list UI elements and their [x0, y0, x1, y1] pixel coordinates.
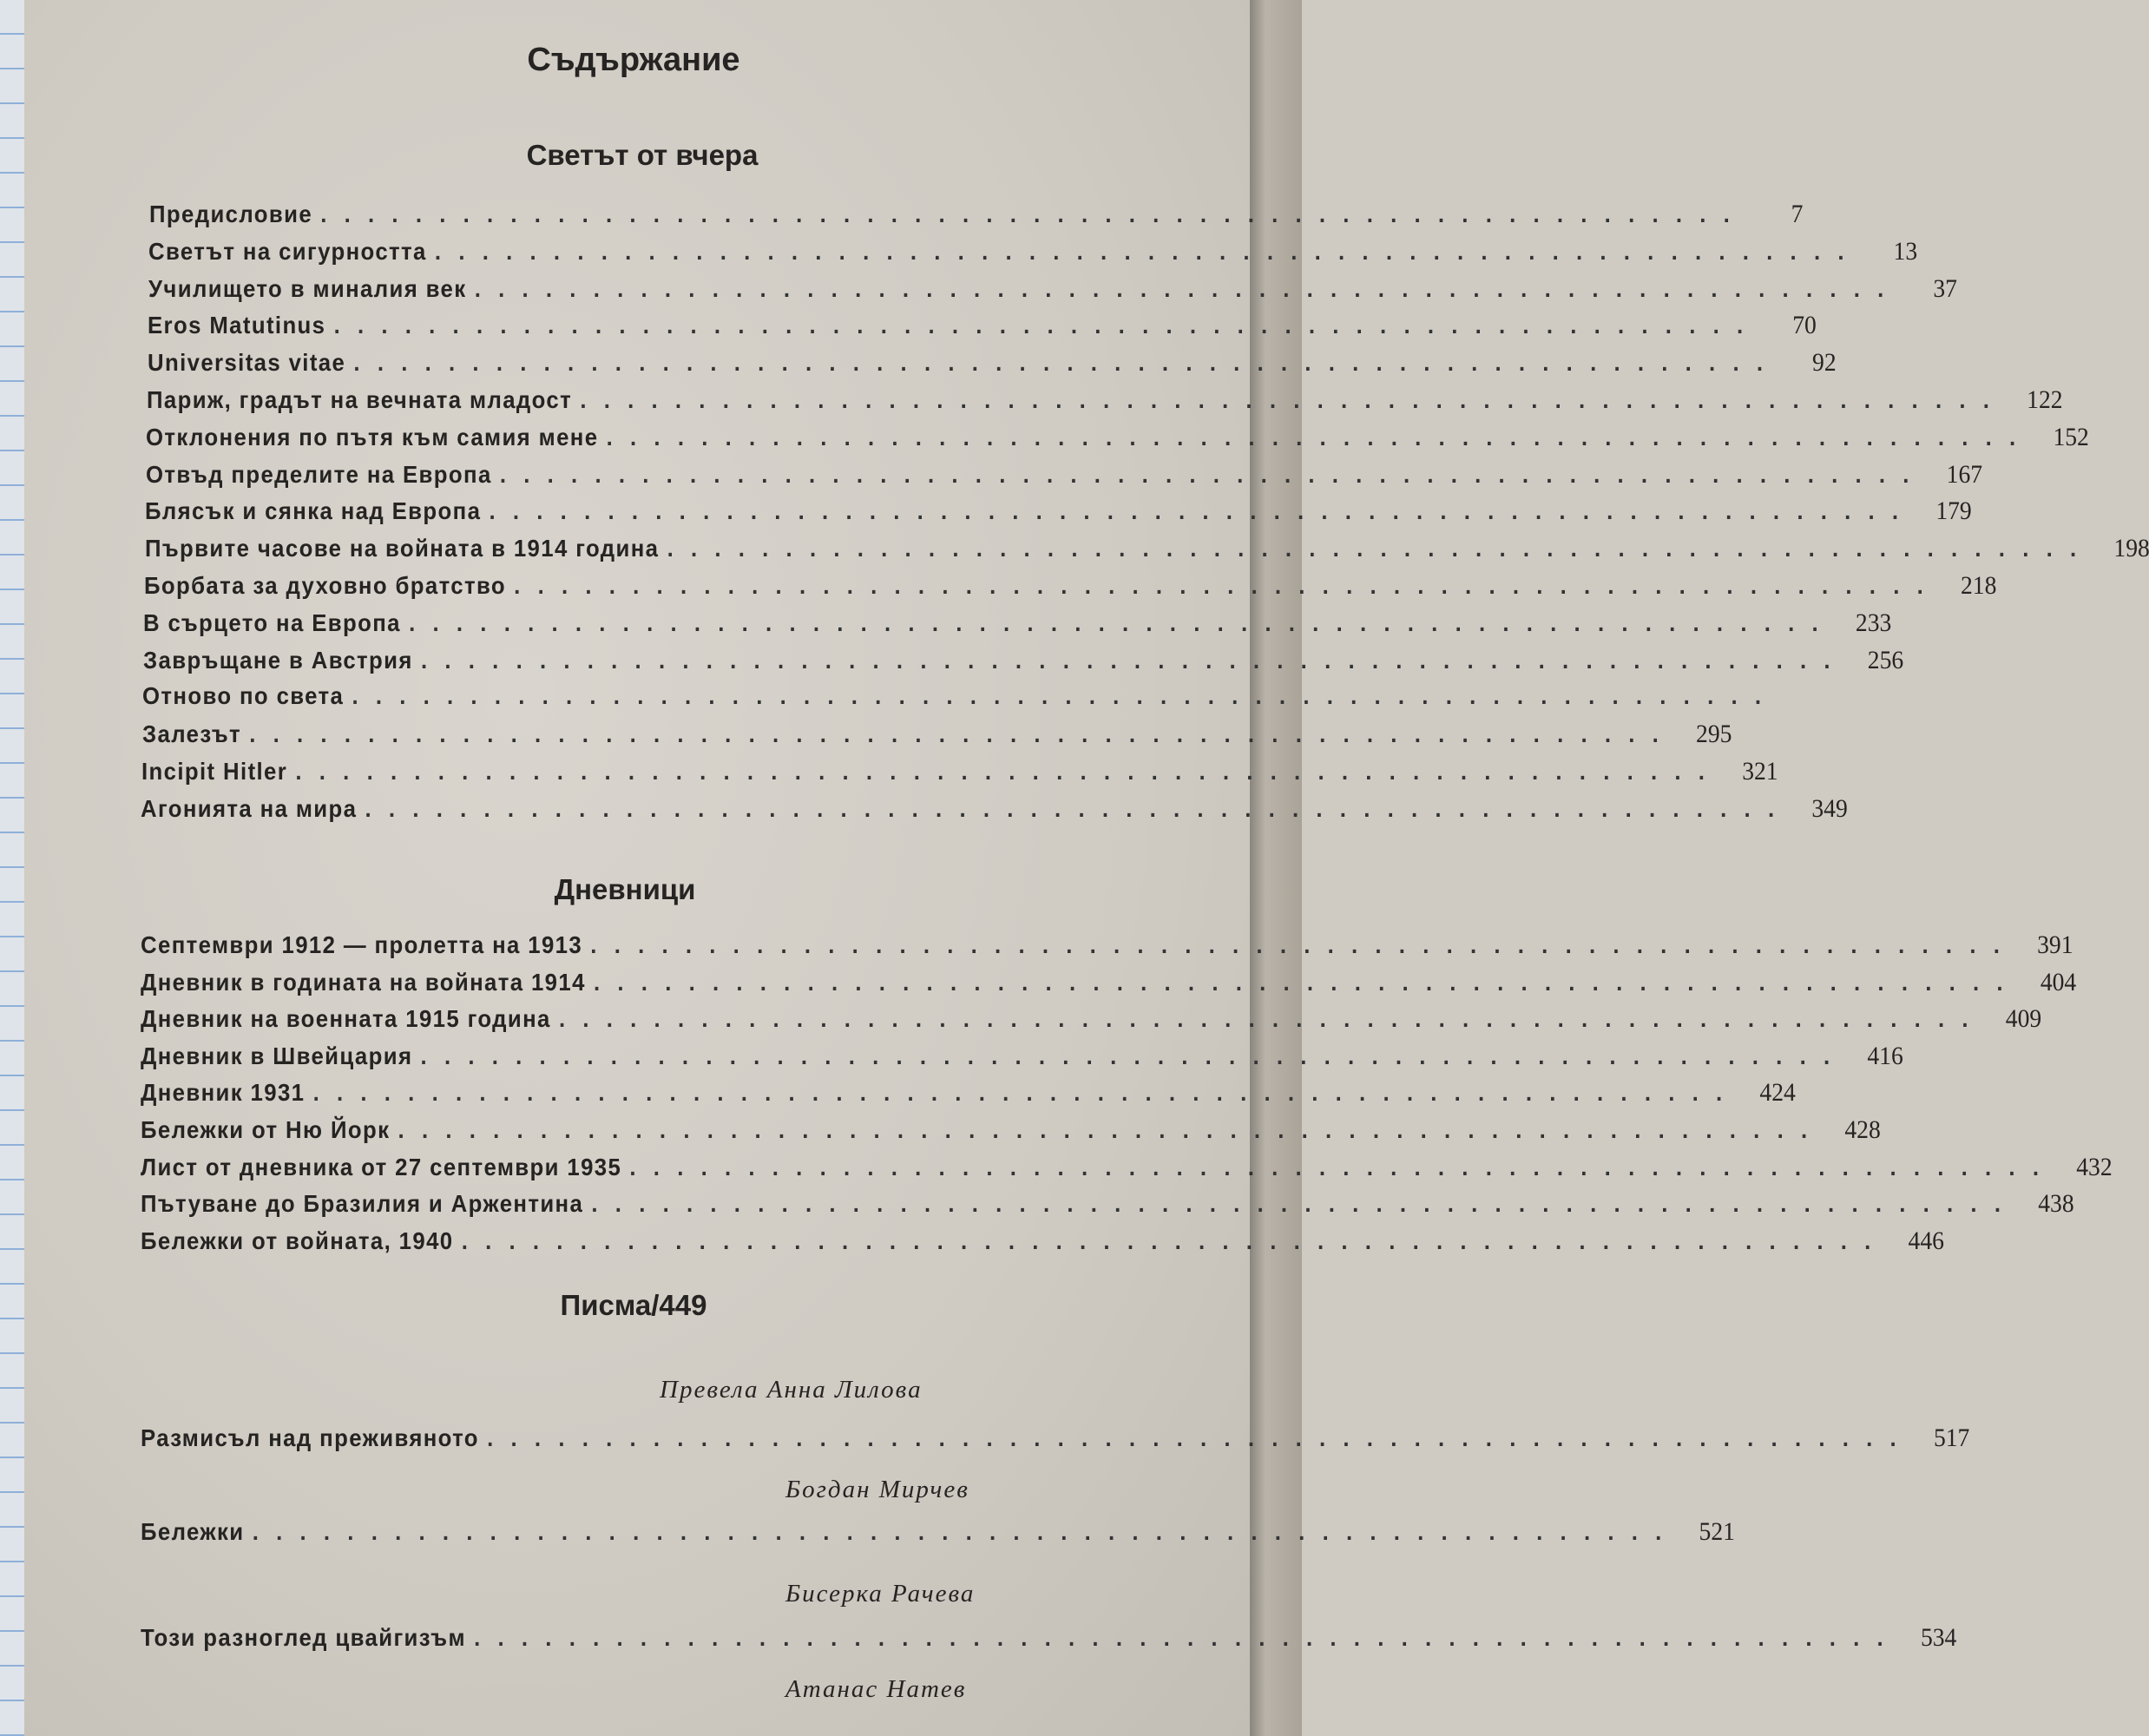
toc-entry: [148, 273, 1957, 309]
entry-title: В сърцето на Европа: [143, 608, 402, 636]
page-number: 233: [1856, 608, 1892, 637]
dot-leader: ............................................................: [607, 423, 2034, 450]
toc-entry: [145, 459, 1982, 495]
toc-entry: [141, 1226, 1944, 1261]
toc-entry: [141, 1152, 2113, 1187]
toc-entry: [141, 1517, 1735, 1552]
dot-leader: ............................................................: [590, 931, 2018, 958]
page-number: 534: [1920, 1623, 1957, 1652]
dot-leader: ............................................................: [312, 1079, 1740, 1107]
toc-entry: [149, 200, 1804, 234]
dot-leader: ............................................................: [593, 968, 2021, 996]
section-heading: Светът от вчера: [526, 139, 759, 171]
dot-leader: ............................................................: [499, 460, 1927, 488]
dot-leader: ............................................................: [461, 1226, 1889, 1254]
toc-entry: [144, 571, 1997, 606]
toc-entry: [147, 348, 1837, 383]
entry-title: Париж, градът на вечната младост: [147, 386, 573, 413]
toc-entry: [143, 608, 1892, 643]
entry-title: Пътуване до Бразилия и Аржентина: [141, 1190, 584, 1218]
dot-leader: ............................................................: [320, 201, 1748, 227]
section-heading: Дневници: [554, 873, 696, 905]
dot-leader: ............................................................: [420, 646, 1848, 674]
toc-entry: [141, 1004, 2042, 1039]
dot-leader: ............................................................: [365, 794, 1792, 822]
page-number: 13: [1893, 236, 1918, 266]
entry-title: Училището в миналия век: [148, 274, 467, 302]
dot-leader: ............................................................: [409, 608, 1837, 636]
entry-title: Септември 1912 — пролетта на 1913: [141, 931, 583, 958]
dot-leader: ............................................................: [629, 1153, 2057, 1180]
page-number: 321: [1742, 757, 1778, 786]
page-number: 424: [1759, 1078, 1796, 1108]
toc-entry: [141, 793, 1849, 829]
toc-entry: [141, 757, 1778, 792]
page-number: 428: [1844, 1115, 1881, 1144]
dot-leader: ............................................................: [252, 1518, 1679, 1545]
entry-title: Eros Matutinus: [148, 312, 326, 339]
dot-leader: ............................................................: [248, 720, 1676, 748]
dot-leader: ............................................................: [558, 1005, 1986, 1033]
entry-title: Дневник 1931: [141, 1079, 306, 1107]
dot-leader: ............................................................: [474, 1624, 1901, 1651]
entry-title: Universitas vitae: [147, 349, 345, 377]
entry-title: Първите часове на войната в 1914 година: [144, 535, 659, 562]
dot-leader: ............................................................: [474, 274, 1902, 302]
page-number: 521: [1699, 1517, 1735, 1546]
entry-title: Лист от дневника от 27 септември 1935: [141, 1153, 622, 1180]
page-number: 122: [2027, 385, 2063, 414]
toc-entry: [141, 1041, 1903, 1076]
page-number: 179: [1935, 496, 1972, 526]
toc-entry: [141, 1189, 2074, 1224]
translator-credit: Превела Анна Лилова: [660, 1376, 923, 1404]
entry-title: Отново по света: [142, 682, 345, 710]
entry-title: Бележки: [141, 1518, 245, 1545]
dot-leader: ............................................................: [514, 572, 1941, 599]
toc-entry: [141, 720, 1732, 754]
page-number: 7: [1791, 200, 1804, 228]
entry-title: Incipit Hitler: [141, 758, 288, 785]
letters-heading: Писма/449: [560, 1289, 707, 1321]
dot-leader: ............................................................: [487, 1424, 1914, 1451]
dot-leader: ............................................................: [580, 386, 2008, 413]
toc-entry: [147, 385, 2063, 420]
entry-title: Този разноглед цвайгизъм: [141, 1624, 466, 1651]
entry-title: Залезът: [141, 720, 241, 748]
dot-leader: ............................................................: [667, 535, 2093, 562]
page-number: 295: [1695, 720, 1732, 749]
page-number: 218: [1961, 571, 1997, 600]
toc-entry: [141, 930, 2073, 965]
page-number: 438: [2038, 1189, 2074, 1219]
author-credit: Богдан Мирчев: [785, 1476, 969, 1503]
page-number: 167: [1946, 459, 1982, 489]
toc-entry: [145, 496, 1972, 531]
dot-leader: ............................................................: [353, 349, 1780, 377]
entry-title: Бележки от Ню Йорк: [141, 1116, 391, 1143]
toc-entry: [141, 1424, 1970, 1458]
toc-entry: [148, 311, 1817, 345]
dot-leader: ............................................................: [435, 237, 1863, 265]
toc-entry: [142, 682, 1779, 717]
toc-entry: [146, 422, 2090, 457]
dot-leader: ............................................................: [295, 758, 1723, 785]
page-number: 152: [2053, 422, 2090, 451]
entry-title: Светът на сигурността: [148, 237, 428, 265]
page-number: 409: [2005, 1004, 2042, 1034]
toc-entry: [141, 1078, 1796, 1113]
entry-title: Бележки от войната, 1940: [141, 1226, 454, 1254]
toc-entry: [144, 534, 2149, 569]
dot-leader: ............................................................: [352, 682, 1779, 710]
toc-entry: [148, 236, 1918, 272]
page-number: 349: [1811, 793, 1849, 823]
toc-entry: [141, 1623, 1957, 1658]
entry-title: Предисловие: [149, 201, 313, 227]
dot-leader: ............................................................: [420, 1042, 1848, 1069]
entry-title: Завръщане в Австрия: [142, 646, 413, 674]
dot-leader: ............................................................: [333, 312, 1761, 339]
page-number: 92: [1811, 348, 1837, 378]
entry-title: Отклонения по пътя към самия мене: [146, 423, 599, 450]
page-number: 446: [1908, 1226, 1944, 1255]
page-number: 37: [1933, 273, 1957, 303]
dot-leader: ............................................................: [591, 1190, 2019, 1218]
dot-leader: ............................................................: [398, 1116, 1825, 1143]
page-number: 70: [1792, 311, 1817, 340]
page-number: 517: [1933, 1424, 1970, 1452]
entry-title: Размисъл над преживяното: [141, 1424, 479, 1451]
page-number: 198: [2113, 534, 2149, 563]
background-notebook-paper: [0, 0, 26, 1736]
author-credit: Атанас Натев: [785, 1675, 967, 1703]
page-number: 416: [1867, 1041, 1903, 1070]
page-number: 391: [2037, 930, 2073, 959]
toc-entry: [141, 1115, 1881, 1150]
entry-title: Дневник в годината на войната 1914: [141, 968, 586, 996]
entry-title: Дневник в Швейцария: [141, 1042, 413, 1069]
dot-leader: ............................................................: [489, 497, 1916, 525]
entry-title: Борбата за духовно братство: [144, 572, 506, 599]
toc-entry: [141, 967, 2077, 1003]
entry-title: Отвъд пределите на Европа: [145, 460, 492, 488]
page-number: 404: [2040, 967, 2077, 996]
page-number: 432: [2076, 1152, 2113, 1181]
page-title: Съдържание: [527, 42, 740, 78]
entry-title: Блясък и сянка над Европа: [145, 497, 482, 525]
toc-entry: [142, 645, 1904, 681]
page-number: 256: [1867, 645, 1904, 674]
entry-title: Агонията на мира: [141, 794, 358, 822]
author-credit: Бисерка Рачева: [785, 1580, 976, 1608]
entry-title: Дневник на военната 1915 година: [141, 1005, 551, 1033]
